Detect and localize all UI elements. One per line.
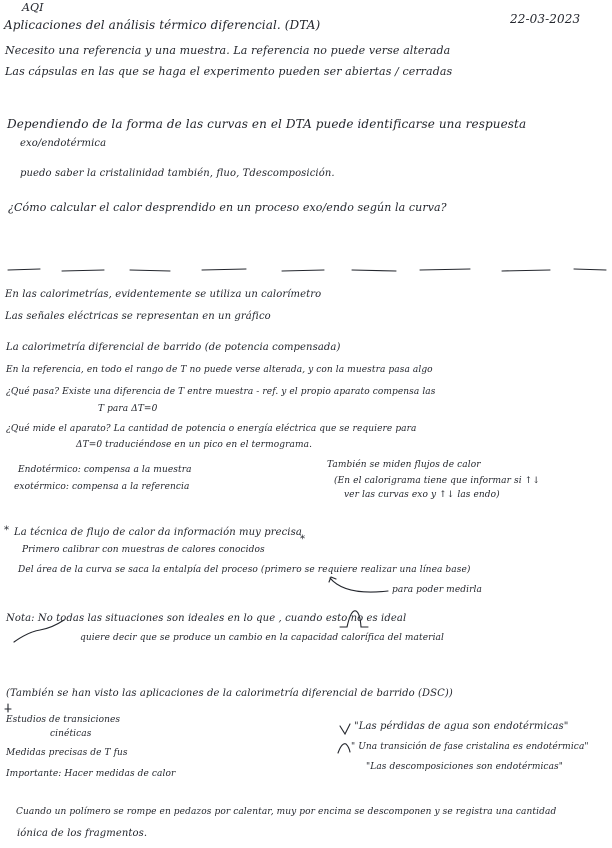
polymer-line: Cuando un polímero se rompe en pedazos por calentar, muy por encima se descomponen y se registra una cantidad [16,807,557,817]
applications-item: Importante: Hacer medidas de calor [6,769,176,779]
applications-item: Medidas precisas de T fus [6,748,128,758]
polymer-line: iónica de los fragmentos. [17,828,148,839]
mark-glyph [5,704,11,712]
intro-line: Necesito una referencia y una muestra. La referencia no puede verse alterada [5,44,451,57]
curves-line: puedo saber la cristalinidad también, fluo, Tdescomposición. [20,168,335,179]
endo-peak-glyph [338,744,350,753]
rule-line: "Las descomposiciones son endotérmicas" [366,762,563,772]
peak-glyph [340,611,368,627]
dsc-question: ΔT=0 traduciéndose en un pico en el termograma. [76,440,313,450]
dashed-separator [8,269,606,271]
dsc-question: ¿Qué mide el aparato? La cantidad de potencia o energía eléctrica que se requiere para [6,424,417,434]
calorimetry-line: En las calorimetrías, evidentemente se utiliza un calorímetro [5,289,322,300]
page-date: 22-03-2023 [510,12,581,26]
dsc-question: ¿Qué pasa? Existe una diferencia de T entre muestra - ref. y el propio aparato compensa las [6,387,436,397]
flux-line: (En el calorigrama tiene que informar si ↑↓ [334,476,540,486]
course-code: AQI [22,1,44,14]
rule-line: "Las pérdidas de agua son endotérmicas" [354,721,569,732]
curves-line: Dependiendo de la forma de las curvas en el DTA puede identificarse una respuesta [7,117,527,131]
curves-line: exo/endotérmica [20,138,107,149]
note-line: quiere decir que se produce un cambio en la capacidad calorífica del material [80,633,444,643]
page-title: Aplicaciones del análisis térmico diferencial. (DTA) [4,18,321,32]
endo-peak-glyph [340,724,350,734]
curved-arrow [330,578,388,592]
asterisk-mark: * [300,534,306,545]
heatflux-line: para poder medirla [392,585,482,595]
rule-line: " Una transición de fase cristalina es endotérmica" [351,742,589,752]
applications-title: (También se han visto las aplicaciones de la calorimetría diferencial de barrido (DSC)) [6,688,453,699]
endothermic-line: Endotérmico: compensa a la muestra [18,465,192,475]
heatflux-line: Primero calibrar con muestras de calores conocidos [22,545,265,555]
intro-line: Las cápsulas en las que se haga el experimento pueden ser abiertas / cerradas [5,65,453,78]
applications-item: Estudios de transiciones [6,715,121,725]
question-line: ¿Cómo calcular el calor desprendido en un proceso exo/endo según la curva? [8,201,447,214]
applications-item: cinéticas [50,729,92,739]
exothermic-line: exotérmico: compensa a la referencia [14,482,190,492]
heatflux-title: La técnica de flujo de calor da información muy precisa [14,527,302,538]
dsc-line: En la referencia, en todo el rango de T no puede verse alterada, y con la muestra pasa algo [6,365,433,375]
asterisk-mark: * [4,525,10,536]
flux-line: ver las curvas exo y ↑↓ las endo) [344,490,500,500]
heatflux-line: Del área de la curva se saca la entalpía del proceso (primero se requiere realizar una línea base) [18,565,471,575]
wave-glyph [14,620,64,642]
note-line: Nota: No todas las situaciones son ideales en lo que , cuando esto no es ideal [6,613,407,624]
calorimetry-line: Las señales eléctricas se representan en un gráfico [5,311,271,322]
flux-line: También se miden flujos de calor [327,460,481,470]
dsc-title: La calorimetría diferencial de barrido (de potencia compensada) [6,342,341,353]
dsc-question: T para ΔT=0 [98,404,158,414]
